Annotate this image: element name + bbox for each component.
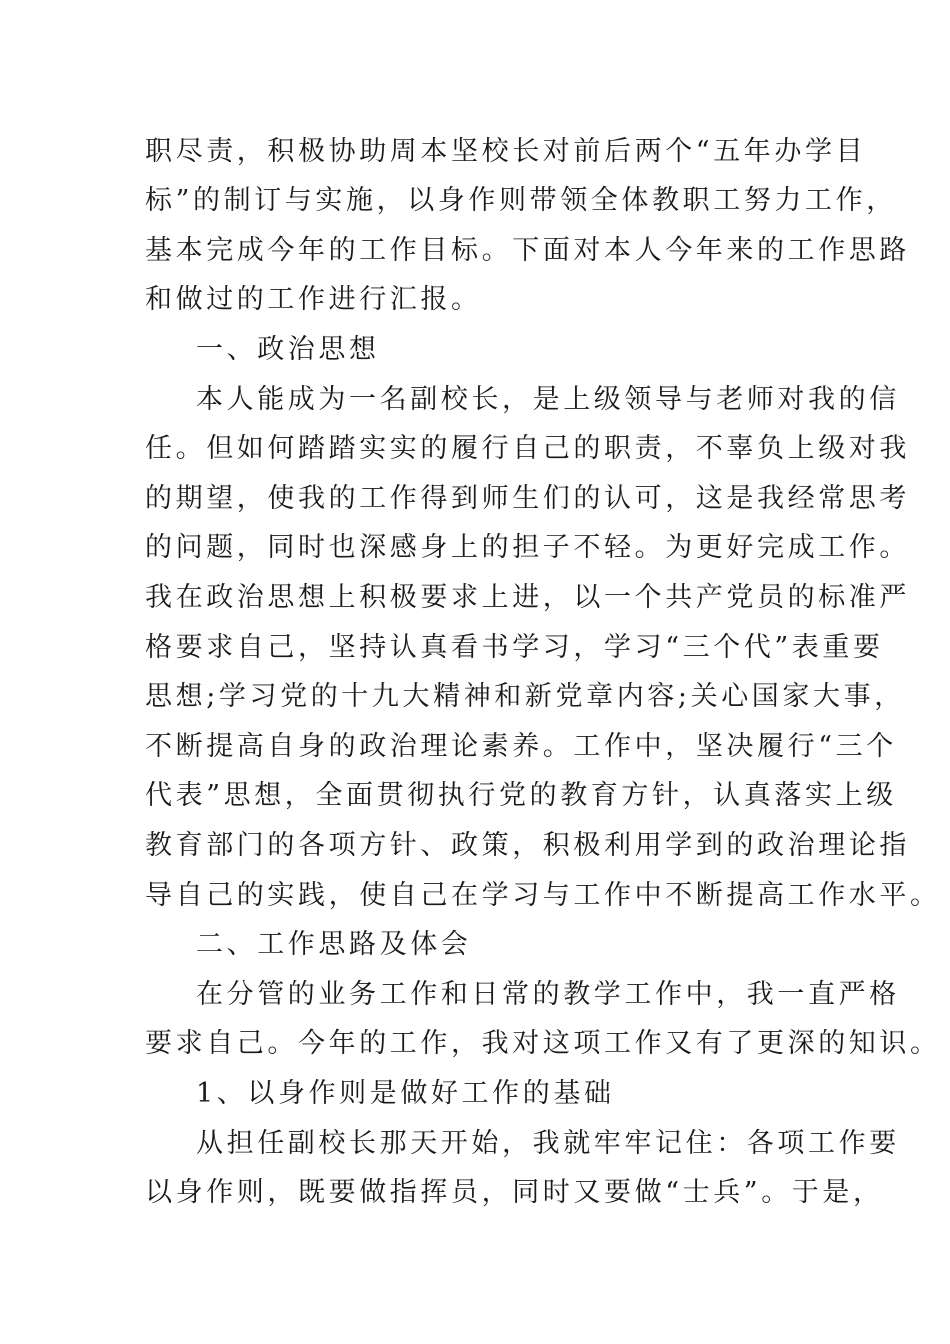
text-line: 我在政治思想上积极要求上进，以一个共产党员的标准严	[145, 582, 910, 613]
text-line: 从担任副校长那天开始，我就牢牢记住：各项工作要	[196, 1128, 900, 1159]
text-line: 要求自己。今年的工作，我对这项工作又有了更深的知识。	[145, 1028, 941, 1059]
text-line: 本人能成为一名副校长，是上级领导与老师对我的信	[196, 384, 900, 415]
section-heading: 一、政治思想	[196, 334, 380, 365]
text-line: 标”的制订与实施，以身作则带领全体教职工努力工作，	[145, 185, 897, 216]
text-line: 和做过的工作进行汇报。	[145, 284, 482, 315]
text-line: 在分管的业务工作和日常的教学工作中，我一直严格	[196, 979, 900, 1010]
subsection-heading: 1、以身作则是做好工作的基础	[196, 1078, 615, 1109]
text-line: 以身作则，既要做指挥员，同时又要做“士兵”。于是，	[145, 1177, 884, 1208]
text-line: 教育部门的各项方针、政策，积极利用学到的政治理论指	[145, 830, 910, 861]
text-line: 格要求自己，坚持认真看书学习，学习“三个代”表重要	[145, 632, 884, 663]
text-line: 基本完成今年的工作目标。下面对本人今年来的工作思路	[145, 235, 910, 266]
text-line: 代表”思想，全面贯彻执行党的教育方针，认真落实上级	[145, 780, 897, 811]
section-heading: 二、工作思路及体会	[196, 929, 472, 960]
text-line: 职尽责，积极协助周本坚校长对前后两个“五年办学目	[145, 136, 867, 167]
text-line: 的问题，同时也深感身上的担子不轻。为更好完成工作。	[145, 532, 910, 563]
text-line: 任。但如何踏踏实实的履行自己的职责，不辜负上级对我	[145, 433, 910, 464]
text-line: 思想;学习党的十九大精神和新党章内容;关心国家大事，	[145, 681, 905, 712]
text-line: 导自己的实践，使自己在学习与工作中不断提高工作水平。	[145, 880, 941, 911]
text-line: 的期望，使我的工作得到师生们的认可，这是我经常思考	[145, 483, 910, 514]
text-line: 不断提高自身的政治理论素养。工作中，坚决履行“三个	[145, 731, 897, 762]
